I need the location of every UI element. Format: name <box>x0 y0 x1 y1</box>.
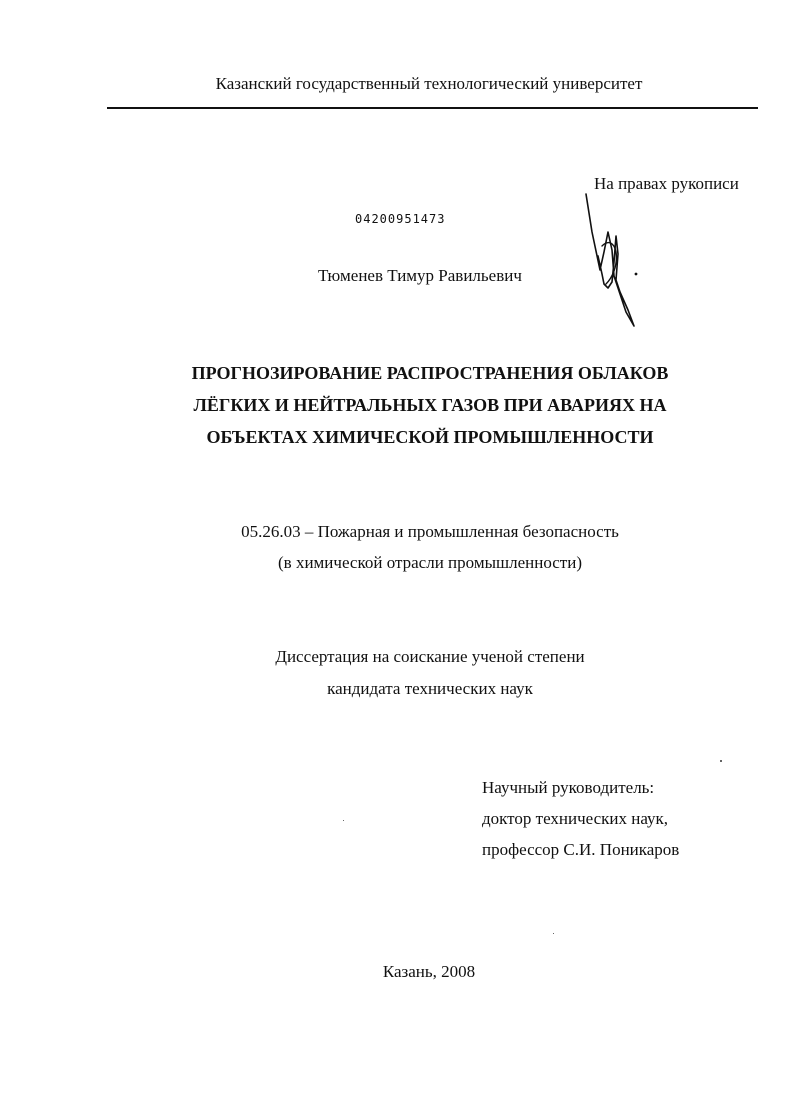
header-divider <box>107 107 758 109</box>
signature-icon <box>578 192 658 332</box>
title-line-1: ПРОГНОЗИРОВАНИЕ РАСПРОСТРАНЕНИЯ ОБЛАКОВ <box>191 363 669 383</box>
supervisor-label: Научный руководитель: <box>482 778 655 797</box>
specialty-code-line: 05.26.03 – Пожарная и промышленная безопасность <box>241 522 619 541</box>
title-line-2: ЛЁГКИХ И НЕЙТРАЛЬНЫХ ГАЗОВ ПРИ АВАРИЯХ НА <box>193 395 667 415</box>
scan-speck <box>343 820 344 821</box>
supervisor-name: профессор С.И. Поникаров <box>482 840 680 859</box>
author-name: Тюменев Тимур Равильевич <box>318 266 522 285</box>
university-name: Казанский государственный технологический университет <box>215 74 643 93</box>
degree-line-2: кандидата технических наук <box>327 679 533 698</box>
dissertation-title <box>100 357 760 453</box>
specialty-block <box>80 516 780 578</box>
title-line-3: ОБЪЕКТАХ ХИМИЧЕСКОЙ ПРОМЫШЛЕННОСТИ <box>206 427 654 447</box>
manuscript-rights-note: На правах рукописи <box>594 174 739 193</box>
specialty-branch-line: (в химической отрасли промышленности) <box>278 553 582 572</box>
degree-line-1: Диссертация на соискание ученой степени <box>275 647 585 666</box>
scan-speck <box>720 760 722 762</box>
degree-block <box>80 641 780 705</box>
supervisor-block <box>482 772 679 865</box>
city-year: Казань, 2008 <box>382 962 476 981</box>
scan-speck <box>553 933 554 934</box>
catalog-code: 04200951473 <box>355 212 446 226</box>
supervisor-rank: доктор технических наук, <box>482 809 669 828</box>
